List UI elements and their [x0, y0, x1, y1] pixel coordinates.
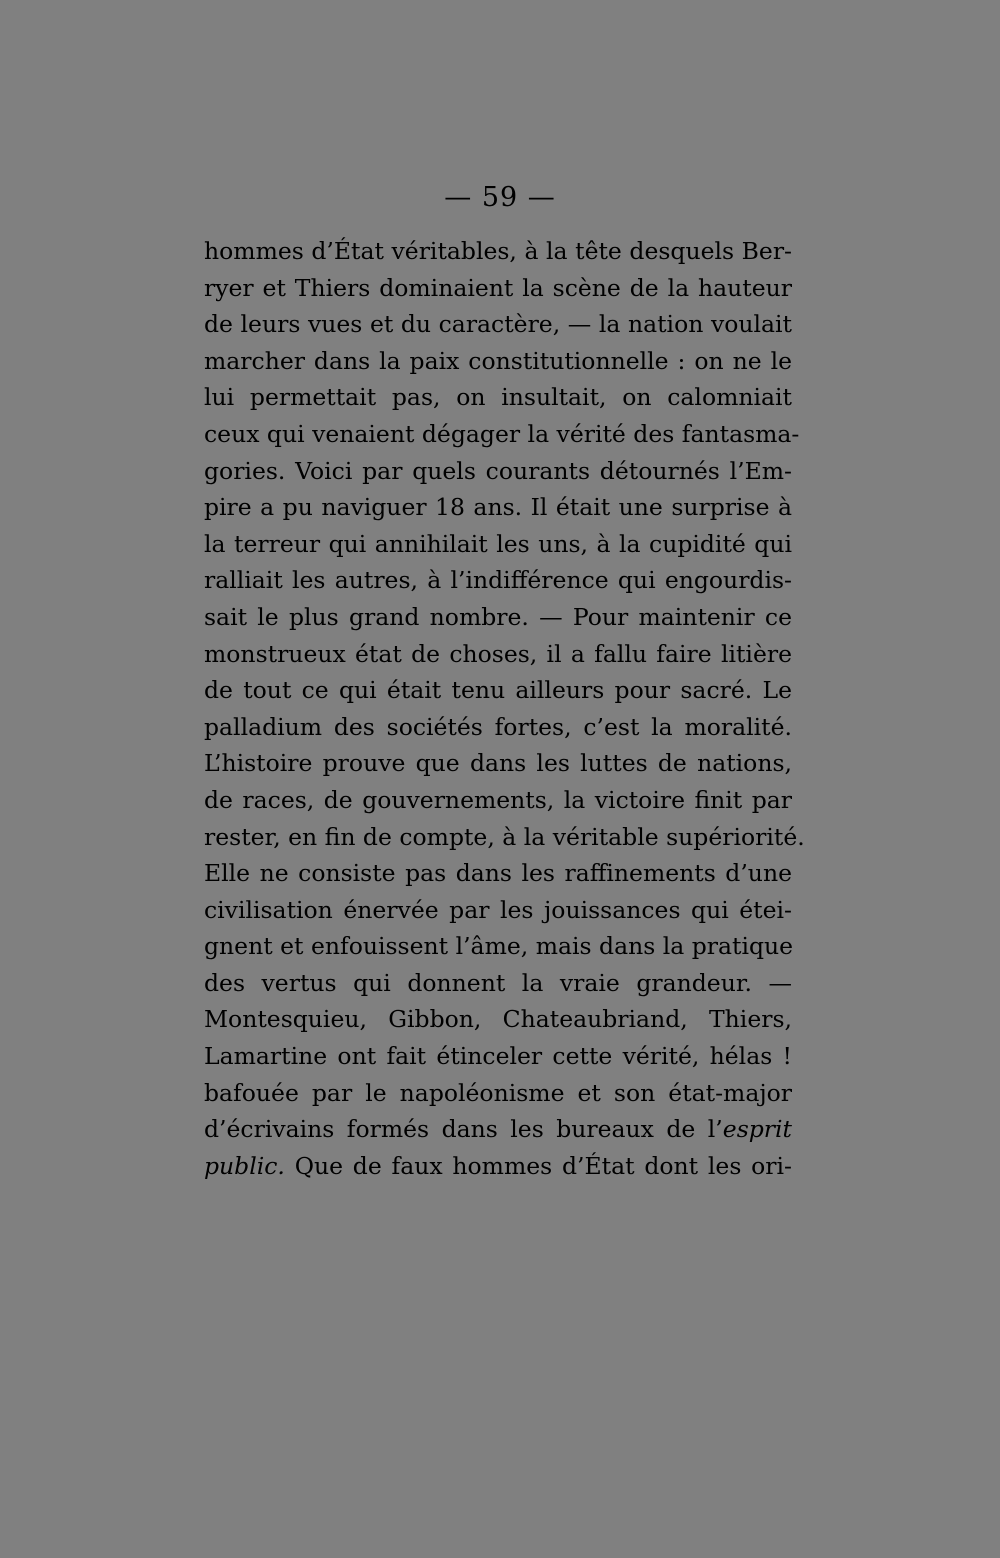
text-line: palladium des sociétés fortes, c’est la moralité. — [204, 712, 792, 741]
page-number: — 59 — — [444, 182, 556, 213]
body-text — [204, 233, 805, 1184]
text-line: ralliait les autres, à l’indifférence qui engourdis- — [204, 566, 792, 595]
text-line: bafouée par le napoléonisme et son état-major — [204, 1078, 792, 1107]
text-line: la terreur qui annihilait les uns, à la cupidité qui — [204, 529, 792, 558]
text-line: monstrueux état de choses, il a fallu faire litière — [204, 639, 792, 668]
text-line: civilisation énervée par les jouissances qui étei- — [204, 895, 792, 924]
text-line: gnent et enfouissent l’âme, mais dans la pratique — [204, 932, 794, 961]
text-line: ryer et Thiers dominaient la scène de la hauteur — [204, 273, 792, 302]
text-line: Montesquieu, Gibbon, Chateaubriand, Thiers, — [204, 1005, 792, 1034]
text-segment: d’écrivains formés dans les bureaux de l’ — [204, 1115, 723, 1144]
text-line: Elle ne consiste pas dans les raffinements d’une — [204, 859, 792, 888]
text-line: lui permettait pas, on insultait, on calomniait — [204, 383, 792, 412]
text-line: marcher dans la paix constitutionnelle : on ne le — [204, 346, 792, 375]
text-line — [204, 1111, 792, 1148]
text-line: hommes d’État véritables, à la tête desquels Ber- — [204, 237, 792, 265]
text-line — [204, 1148, 792, 1185]
italic-text: public. — [204, 1151, 285, 1180]
text-line: pire a pu naviguer 18 ans. Il était une surprise à — [204, 493, 792, 522]
text-line: Lamartine ont fait étinceler cette vérité, hélas ! — [204, 1042, 792, 1071]
text-line: de leurs vues et du caractère, — la nation voulait — [204, 310, 792, 339]
text-line: des vertus qui donnent la vraie grandeur. — — [204, 968, 792, 997]
italic-text: esprit — [722, 1115, 792, 1144]
text-line: L’histoire prouve que dans les luttes de nations, — [204, 749, 792, 778]
text-line: sait le plus grand nombre. — Pour maintenir ce — [204, 602, 792, 631]
text-segment: Que de faux hommes d’État dont les ori- — [294, 1151, 792, 1180]
text-line: rester, en fin de compte, à la véritable supériorité. — [204, 822, 805, 851]
text-line: gories. Voici par quels courants détournés l’Em- — [204, 456, 792, 485]
text-line: de tout ce qui était tenu ailleurs pour sacré. Le — [204, 676, 792, 705]
text-line: de races, de gouvernements, la victoire finit par — [204, 785, 792, 814]
text-line: ceux qui venaient dégager la vérité des fantasma- — [204, 419, 800, 448]
